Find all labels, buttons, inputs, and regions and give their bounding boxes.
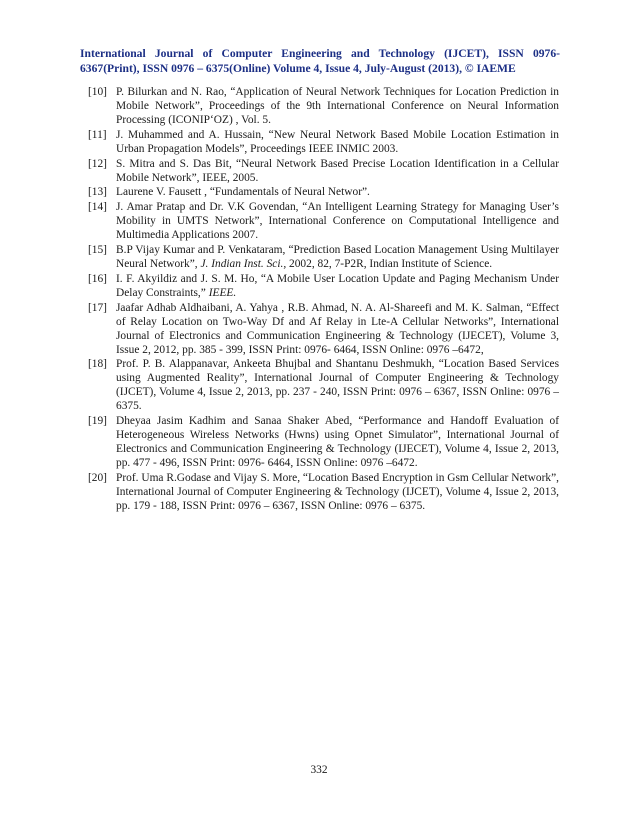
reference-number: [12] xyxy=(88,157,107,170)
reference-number: [20] xyxy=(88,471,107,484)
reference-item xyxy=(88,200,559,242)
reference-list xyxy=(88,85,559,514)
reference-text xyxy=(116,86,559,126)
reference-segment: Jaafar Adhab Aldhaibani, A. Yahya , R.B. Ahmad, N. A. Al-Shareefi and M. K. Salman, “Effect of Relay Location on Two-Way Df and Af Relay in Lte-A Cellular Networks”, International Journal of Electronics and Communication Engineering & Technology (IJECET), Volume 3, Issue 2, 2012, pp. 385 - 399, ISSN Print: 0976- 6464, ISSN Online: 0976 –6472, xyxy=(116,301,559,356)
reference-italic-segment: J. Indian Inst. Sci., xyxy=(200,257,287,270)
reference-segment: Dheyaa Jasim Kadhim and Sanaa Shaker Abed, “Performance and Handoff Evaluation of Heterogeneous Wireless Networks (Hwns) using Opnet Simulator”, International Journal of Electronics and Communication Engineering & Technology (IJECET), Volume 4, Issue 2, 2013, pp. 477 - 496, ISSN Print: 0976- 6464, ISSN Online: 0976 –6472. xyxy=(116,415,559,470)
journal-header: International Journal of Computer Engineering and Technology (IJCET), ISSN 0976-6367(Print), ISSN 0976 – 6375(Online) Volume 4, Issue 4, July-August (2013), © IAEME xyxy=(80,47,560,75)
reference-number: [18] xyxy=(88,358,107,371)
reference-number: [11] xyxy=(88,128,107,141)
reference-item xyxy=(88,301,559,357)
reference-text xyxy=(116,158,559,184)
reference-text xyxy=(116,201,559,241)
reference-segment: S. Mitra and S. Das Bit, “Neural Network Based Precise Location Identification in a Cellular Mobile Network”, IEEE, 2005. xyxy=(116,157,559,184)
reference-segment: B.P Vijay Kumar and P. Venkataram, “Prediction Based Location Management Using Multilayer Neural Network”, xyxy=(116,243,559,270)
reference-number: [16] xyxy=(88,272,107,285)
reference-italic-segment: IEEE. xyxy=(208,286,237,299)
reference-item xyxy=(88,128,559,156)
reference-segment: Prof. P. B. Alappanavar, Ankeeta Bhujbal and Shantanu Deshmukh, “Location Based Services using Augmented Reality”, International Journal of Computer Engineering & Technology (IJCET), Volume 4, Issue 2, 2013, pp. 237 - 240, ISSN Print: 0976 – 6367, ISSN Online: 0976 – 6375. xyxy=(116,358,559,413)
reference-item xyxy=(88,414,559,470)
reference-segment: J. Muhammed and A. Hussain, “New Neural Network Based Mobile Location Estimation in Urban Propagation Models”, Proceedings IEEE INMIC 2003. xyxy=(116,128,559,155)
reference-text xyxy=(116,244,559,270)
reference-text xyxy=(116,415,559,469)
reference-text xyxy=(116,129,559,155)
reference-item xyxy=(88,85,559,127)
reference-item xyxy=(88,185,559,199)
reference-segment: P. Bilurkan and N. Rao, “Application of Neural Network Techniques for Location Prediction in Mobile Network”, Proceedings of the 9th International Conference on Neural Information Processing (ICONIP‘OZ) , Vol. 5. xyxy=(116,86,559,126)
reference-item xyxy=(88,157,559,185)
reference-number: [14] xyxy=(88,201,107,214)
reference-segment: J. Amar Pratap and Dr. V.K Govendan, “An Intelligent Learning Strategy for Managing User’s Mobility in UMTS Network”, International Conference on Computational Intelligence and Multimedia Applications 2007. xyxy=(116,201,559,242)
reference-number: [10] xyxy=(88,86,107,98)
reference-text xyxy=(116,358,559,412)
reference-text xyxy=(116,472,559,512)
reference-number: [15] xyxy=(88,243,107,256)
reference-text xyxy=(116,273,559,299)
reference-number: [17] xyxy=(88,301,107,314)
reference-item xyxy=(88,471,559,513)
reference-text xyxy=(116,302,559,356)
reference-segment: I. F. Akyildiz and J. S. M. Ho, “A Mobile User Location Update and Paging Mechanism Under Delay Constraints,” xyxy=(116,272,559,299)
reference-number: [19] xyxy=(88,415,107,428)
reference-segment: Prof. Uma R.Godase and Vijay S. More, “Location Based Encryption in Gsm Cellular Network”, International Journal of Computer Engineering & Technology (IJCET), Volume 4, Issue 2, 2013, pp. 179 - 188, ISSN Print: 0976 – 6367, ISSN Online: 0976 – 6375. xyxy=(116,471,559,512)
reference-segment: 2002, 82, 7-P2R, Indian Institute of Science. xyxy=(286,257,493,270)
page-number: 332 xyxy=(310,764,328,776)
reference-text xyxy=(116,186,370,198)
reference-item xyxy=(88,272,559,300)
reference-segment: Laurene V. Fausett , “Fundamentals of Neural Networ”. xyxy=(116,186,370,199)
reference-item xyxy=(88,357,559,413)
reference-number: [13] xyxy=(88,186,107,199)
reference-item xyxy=(88,243,559,271)
